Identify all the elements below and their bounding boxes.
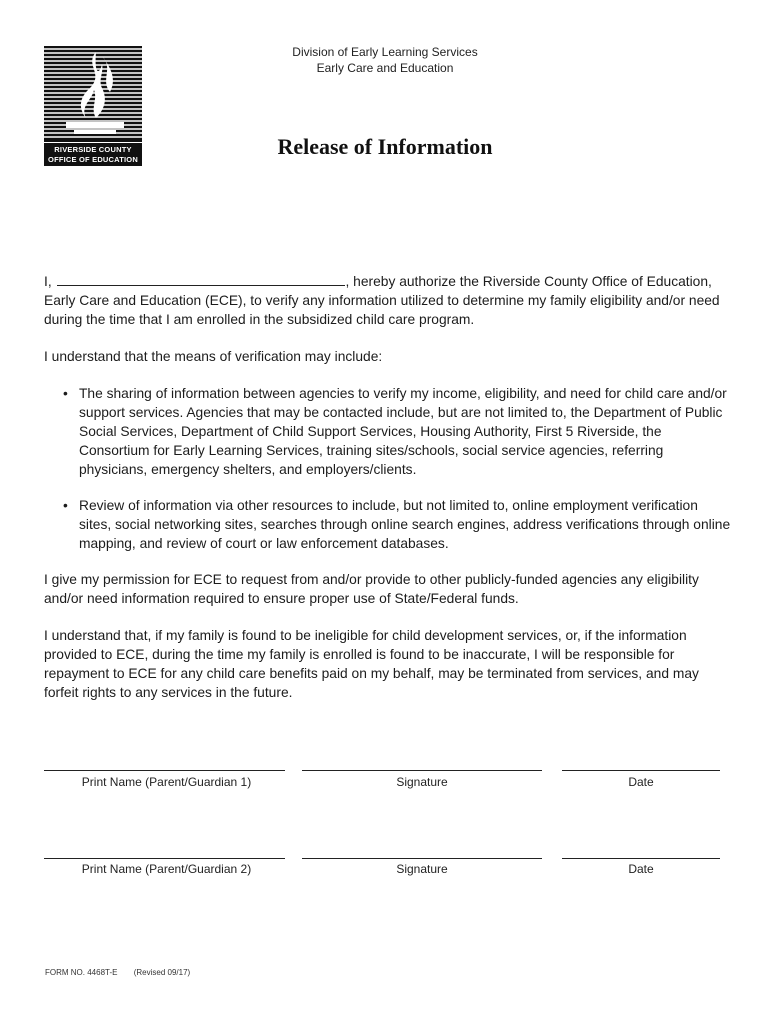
revision-date: (Revised 09/17) — [133, 968, 191, 977]
list-item — [63, 384, 731, 480]
verification-intro: I understand that the means of verification may include: — [44, 349, 383, 364]
date-line-1[interactable] — [562, 770, 720, 771]
date-label-2: Date — [628, 862, 654, 876]
date-label-1: Date — [628, 775, 654, 789]
ineligibility-paragraph: I understand that, if my family is found to be ineligible for child development services, or, if the information provided to ECE, during the time my family is enrolled is found to be inaccurate, I will be responsible for repayment to ECE for any child care benefits paid on my behalf, may be terminated from services, and may forfeit rights to any services in the future. — [44, 628, 699, 700]
authorization-paragraph — [44, 272, 734, 329]
page-title: Release of Information — [277, 134, 493, 159]
print-name-label-1: Print Name (Parent/Guardian 1) — [81, 775, 252, 789]
signature-label-2: Signature — [396, 862, 448, 876]
division-header — [230, 44, 540, 76]
authorize-prefix: I, — [44, 274, 52, 289]
permission-paragraph: I give my permission for ECE to request from and/or provide to other publicly-funded agencies any eligibility and/or need information required to ensure proper use of State/Federal funds. — [44, 572, 699, 606]
date-line-2[interactable] — [562, 858, 720, 859]
division-name: Division of Early Learning Services — [292, 45, 478, 59]
signature-label-1: Signature — [396, 775, 448, 789]
org-name-plate — [44, 143, 142, 166]
signature-line-1[interactable] — [302, 770, 542, 771]
print-name-line-1[interactable] — [44, 770, 285, 771]
bullet-icon: • — [63, 498, 68, 513]
org-logo — [44, 46, 142, 166]
form-number: FORM NO. 4468T-E — [45, 968, 118, 977]
signature-line-2[interactable] — [302, 858, 542, 859]
program-name: Early Care and Education — [316, 61, 454, 75]
torch-flame-icon — [44, 46, 142, 142]
authorize-text: , hereby authorize the Riverside County Office of Education, Early Care and Education (ECE), to verify any information utilized to determine my family eligibility and/or need during the time that I am enrolled in the subsidized child care program. — [44, 274, 720, 327]
parent-name-blank[interactable] — [57, 273, 345, 286]
bullet-text-2: Review of information via other resources to include, but not limited to, online employment verification sites, social networking sites, searches through online search engines, address verifications through online mapping, and review of court or law enforcement databases. — [79, 498, 731, 551]
print-name-line-2[interactable] — [44, 858, 285, 859]
print-name-label-2: Print Name (Parent/Guardian 2) — [81, 862, 252, 876]
list-item — [63, 496, 731, 556]
org-name-line1: RIVERSIDE COUNTY — [54, 145, 132, 154]
org-name-line2: OFFICE OF EDUCATION — [48, 155, 138, 164]
bullet-icon: • — [63, 386, 68, 401]
form-footer — [45, 968, 204, 977]
bullet-text-1: The sharing of information between agencies to verify my income, eligibility, and need for child care and/or support services. Agencies that may be contacted include, but are not limited to, the Department of Public Social Services, Department of Child Support Services, Housing Authority, First 5 Riverside, the Consortium for Early Learning Services, training sites/schools, social service agencies, referring physicians, emergency shelters, and employers/clients. — [79, 386, 727, 477]
